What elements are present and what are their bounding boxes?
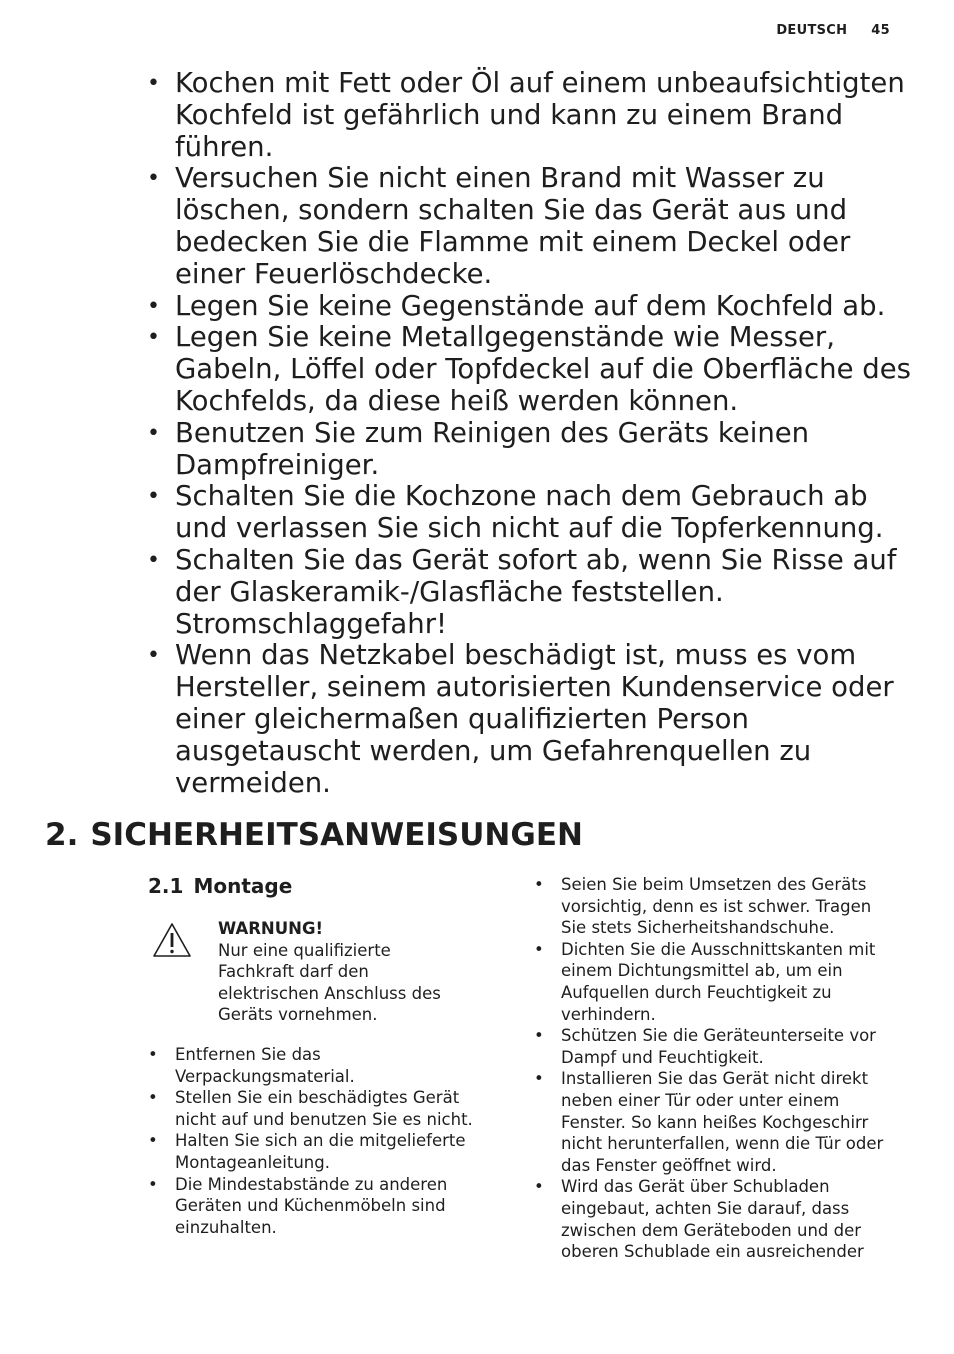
list-item: • Legen Sie keine Gegenstände auf dem Kochfeld ab. xyxy=(175,291,915,323)
list-item: • Legen Sie keine Metallgegenstände wie Messer, Gabeln, Löffel oder Topfdeckel auf die Oberfläche des Kochfelds, da diese heiß werden können. xyxy=(175,322,915,417)
montage-list-left xyxy=(148,1044,498,1238)
list-item: • Installieren Sie das Gerät nicht direkt neben einer Tür oder unter einem Fenster. So kann heißes Kochgeschirr nicht herunterfallen, wenn die Tür oder das Fenster geöffnet wird. xyxy=(534,1068,896,1176)
warning-box xyxy=(148,918,498,1036)
list-item: • Dichten Sie die Ausschnittskanten mit einem Dichtungsmittel ab, um ein Aufquellen durch Feuchtigkeit zu verhindern. xyxy=(534,939,896,1025)
list-item: • Wenn das Netzkabel beschädigt ist, muss es vom Hersteller, seinem autorisierten Kundenservice oder einer gleichermaßen qualifizierten Person ausgetauscht werden, um Gefahrenquellen zu vermeiden. xyxy=(175,640,915,799)
page-number: 45 xyxy=(871,23,890,38)
running-header xyxy=(776,23,890,38)
list-item: • Versuchen Sie nicht einen Brand mit Wasser zu löschen, sondern schalten Sie das Gerät aus und bedecken Sie die Flamme mit einem Deckel oder einer Feuerlöschdecke. xyxy=(175,163,915,290)
section-title xyxy=(45,815,583,855)
list-item: • Schalten Sie die Kochzone nach dem Gebrauch ab und verlassen Sie sich nicht auf die Topferkennung. xyxy=(175,481,915,545)
warning-triangle-icon xyxy=(152,922,192,958)
intro-safety-list xyxy=(175,68,915,799)
list-item: • Seien Sie beim Umsetzen des Geräts vorsichtig, denn es ist schwer. Tragen Sie stets Sicherheitshandschuhe. xyxy=(534,874,896,939)
right-column xyxy=(534,874,896,1263)
left-column xyxy=(148,870,498,1238)
subsection-number: 2.1 xyxy=(148,874,184,898)
list-item: • Schalten Sie das Gerät sofort ab, wenn Sie Risse auf der Glaskeramik-/Glasfläche feststellen. Stromschlaggefahr! xyxy=(175,545,915,640)
subsection-title xyxy=(148,870,498,902)
montage-list-right xyxy=(534,874,896,1263)
list-item: • Stellen Sie ein beschädigtes Gerät nicht auf und benutzen Sie es nicht. xyxy=(148,1087,498,1130)
warning-title: WARNUNG! xyxy=(218,919,324,938)
list-item: • Benutzen Sie zum Reinigen des Geräts keinen Dampfreiniger. xyxy=(175,418,915,482)
section-number: 2. xyxy=(45,817,79,853)
subsection-heading: Montage xyxy=(193,874,293,898)
warning-text: Nur eine qualifizierte Fachkraft darf den elektrischen Anschluss des Geräts vornehmen. xyxy=(218,940,441,1025)
header-language: DEUTSCH xyxy=(776,23,848,38)
list-item: • Schützen Sie die Geräteunterseite vor Dampf und Feuchtigkeit. xyxy=(534,1025,896,1068)
list-item: • Halten Sie sich an die mitgelieferte Montageanleitung. xyxy=(148,1130,498,1173)
list-item: • Die Mindestabstände zu anderen Geräten und Küchenmöbeln sind einzuhalten. xyxy=(148,1174,498,1239)
list-item: • Entfernen Sie das Verpackungsmaterial. xyxy=(148,1044,498,1087)
list-item: • Kochen mit Fett oder Öl auf einem unbeaufsichtigten Kochfeld ist gefährlich und kann zu einem Brand führen. xyxy=(175,68,915,163)
list-item: • Wird das Gerät über Schubladen eingebaut, achten Sie darauf, dass zwischen dem Geräteboden und der oberen Schublade ein ausreichender xyxy=(534,1176,896,1262)
section-heading: SICHERHEITSANWEISUNGEN xyxy=(90,817,583,853)
